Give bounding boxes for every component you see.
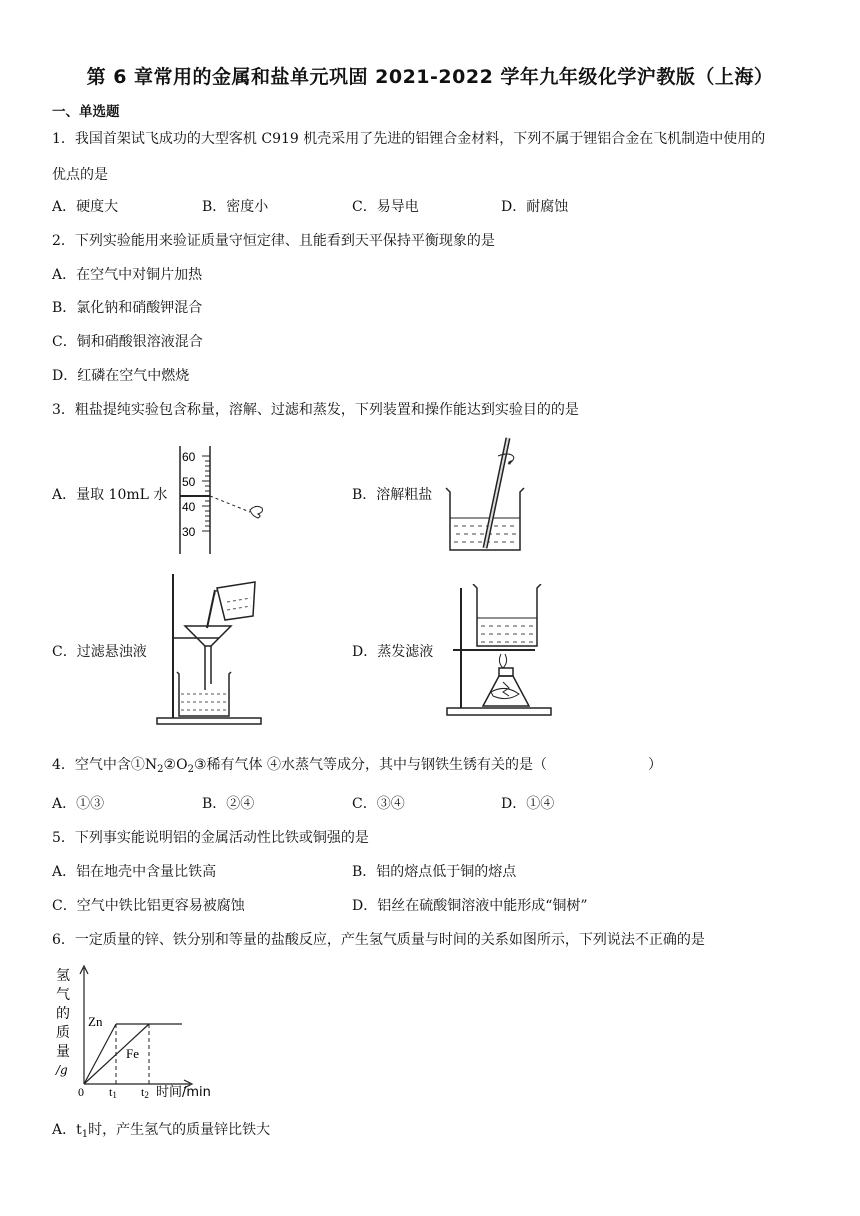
page-title: 第 6 章常用的金属和盐单元巩固 2021-2022 学年九年级化学沪教版（上海）: [86, 66, 774, 88]
q5-option-c: C．空气中铁比铝更容易被腐蚀: [52, 898, 245, 914]
graph-fe-label: Fe: [126, 1046, 139, 1061]
q4-option-c: C．③④: [352, 796, 405, 812]
graph-ylabel-char-5: 量: [56, 1044, 70, 1060]
cylinder-tick-50: 50: [182, 475, 196, 489]
cylinder-tick-60: 60: [182, 450, 196, 464]
q2-option-a: A．在空气中对铜片加热: [52, 267, 203, 283]
question-3-stem: 3．粗盐提纯实验包含称量，溶解、过滤和蒸发，下列装置和操作能达到实验目的的是: [52, 402, 579, 418]
q4-option-b: B．②④: [202, 796, 255, 812]
graph-zn-label: Zn: [88, 1014, 103, 1029]
graph-ylabel-unit: /g: [56, 1063, 68, 1077]
q1-option-c: C．易导电: [352, 199, 419, 215]
q2-option-d: D．红磷在空气中燃烧: [52, 368, 190, 384]
question-1-stem: 1．我国首架试飞成功的大型客机 C919 机壳采用了先进的铝锂合金材料，下列不属于锂铝合金在飞机制造中使用的: [52, 131, 766, 147]
q6-option-a: A．$t_1$时，产生氢气的质量锌比铁大: [52, 1122, 271, 1140]
q2-option-c: C．铜和硝酸银溶液混合: [52, 334, 203, 350]
question-4-answer-bracket: ）: [648, 757, 662, 773]
section-heading: 一、单选题: [52, 104, 120, 120]
cylinder-tick-40: 40: [182, 500, 196, 514]
q3-option-b: B．溶解粗盐: [352, 487, 433, 503]
filtration-figure: [155, 568, 265, 726]
q5-option-d: D．铝丝在硫酸铜溶液中能形成“铜树”: [352, 898, 588, 914]
evaporation-figure: [445, 584, 555, 720]
cylinder-figure: [170, 444, 275, 556]
graph-ylabel-char-2: 气: [56, 987, 70, 1003]
cylinder-tick-30: 30: [182, 525, 196, 539]
q2-option-b: B．氯化钠和硝酸钾混合: [52, 300, 203, 316]
question-1-stem-cont: 优点的是: [52, 167, 108, 183]
q1-option-a: A．硬度大: [52, 199, 119, 215]
graph-ylabel-char-1: 氢: [56, 968, 70, 984]
graph-t2-label: t2: [141, 1085, 149, 1098]
question-6-stem: 6．一定质量的锌、铁分别和等量的盐酸反应，产生氢气质量与时间的关系如图所示，下列说法不正确的是: [52, 932, 705, 948]
graph-ylabel-char-3: 的: [56, 1006, 70, 1022]
q3-option-a: A．量取 10mL 水: [52, 487, 168, 503]
graph-origin-label: 0: [78, 1085, 84, 1098]
hydrogen-mass-graph: [52, 962, 252, 1098]
beaker-figure: [440, 436, 535, 554]
q4-option-d: D．①④: [501, 796, 555, 812]
q5-option-b: B．铝的熔点低于铜的熔点: [352, 864, 517, 880]
graph-ylabel-char-4: 质: [56, 1025, 70, 1041]
question-2-stem: 2．下列实验能用来验证质量守恒定律、且能看到天平保持平衡现象的是: [52, 233, 495, 249]
q1-option-d: D．耐腐蚀: [501, 199, 569, 215]
q3-option-c: C．过滤悬浊液: [52, 644, 147, 660]
graph-xlabel: 时间/min: [156, 1085, 211, 1098]
graph-t1-label: t1: [109, 1085, 117, 1098]
question-4-stem: 4．空气中含$①N_2②O_2③$稀有气体 ④水蒸气等成分，其中与钢铁生锈有关的是（: [52, 757, 547, 775]
q4-option-a: A．①③: [52, 796, 105, 812]
q1-option-b: B．密度小: [202, 199, 269, 215]
q5-option-a: A．铝在地壳中含量比铁高: [52, 864, 217, 880]
question-5-stem: 5．下列事实能说明铝的金属活动性比铁或铜强的是: [52, 830, 369, 846]
q3-option-d: D．蒸发滤液: [352, 644, 434, 660]
